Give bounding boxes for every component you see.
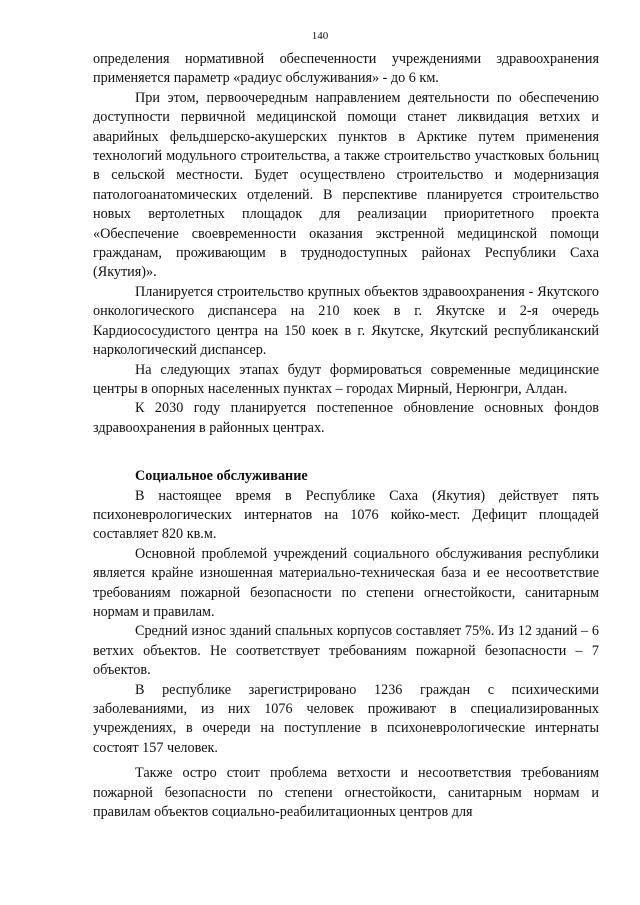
paragraph-medical-centers: На следующих этапах будут формироваться современные медицинские центры в опорных населенных пунктах – городах Мирный, Нерюнгри, Алдан.	[93, 361, 599, 397]
paragraph-primary-care: При этом, первоочередным направлением деятельности по обеспечению доступности первичной медицинской помощи станет ликвидация ветхих и аварийных фельдшерско-акушерских пунктов в Арктике путем применения технологий модульного строительства, а также строительство участковых больниц в сельской местности. Будет осуществлено строительство и модернизация патологоанатомических отделений. В перспективе планируется строительство новых вертолетных площадок для реализации приоритетного проекта «Обеспечение своевременности оказания экстренной медицинской помощи гражданам, проживающим в труднодоступных районах Республики Саха (Якутия)».	[93, 89, 599, 281]
page-number: 140	[311, 30, 329, 42]
document-body	[93, 50, 599, 822]
paragraph-registered-citizens: В республике зарегистрировано 1236 граждан с психическими заболеваниями, из них 1076 человек проживают в специализированных учреждениях, в очереди на поступление в психоневрологические интернаты состоят 157 человек.	[93, 681, 599, 756]
paragraph-rehab-centers: Также остро стоит проблема ветхости и несоответствия требованиям пожарной безопасности по степени огнестойкости, санитарным нормам и правилам объектов социально-реабилитационных центров для	[93, 765, 599, 821]
paragraph-major-facilities: Планируется строительство крупных объектов здравоохранения - Якутского онкологического диспансера на 210 коек в г. Якутске и 2-я очередь Кардиососудистого центра на 150 коек в г. Якутске, Якутский республиканский наркологический диспансер.	[93, 283, 599, 359]
paragraph-2030-plan: К 2030 году планируется постепенное обновление основных фондов здравоохранения в районных центрах.	[93, 400, 599, 436]
paragraph-main-problem: Основной проблемой учреждений социального обслуживания республики является крайне изношенная материально-техническая база и ее несоответствие требованиям пожарной безопасности по степени огнестойкости, санитарным нормам и правилам.	[93, 545, 599, 620]
paragraph-wear-rate: Средний износ зданий спальных корпусов составляет 75%. Из 12 зданий – 6 ветхих объектов. Не соответствует требованиям пожарной безопасности – 7 объектов.	[93, 623, 599, 679]
paragraph-radius: определения нормативной обеспеченности учреждениями здравоохранения применяется параметр «радиус обслуживания» - до 6 км.	[93, 51, 599, 87]
section-heading-social-services: Социальное обслуживание	[135, 468, 308, 485]
paragraph-internats: В настоящее время в Республике Саха (Якутия) действует пять психоневрологических интернатов на 1076 койко-мест. Дефицит площадей составляет 820 кв.м.	[93, 487, 599, 543]
